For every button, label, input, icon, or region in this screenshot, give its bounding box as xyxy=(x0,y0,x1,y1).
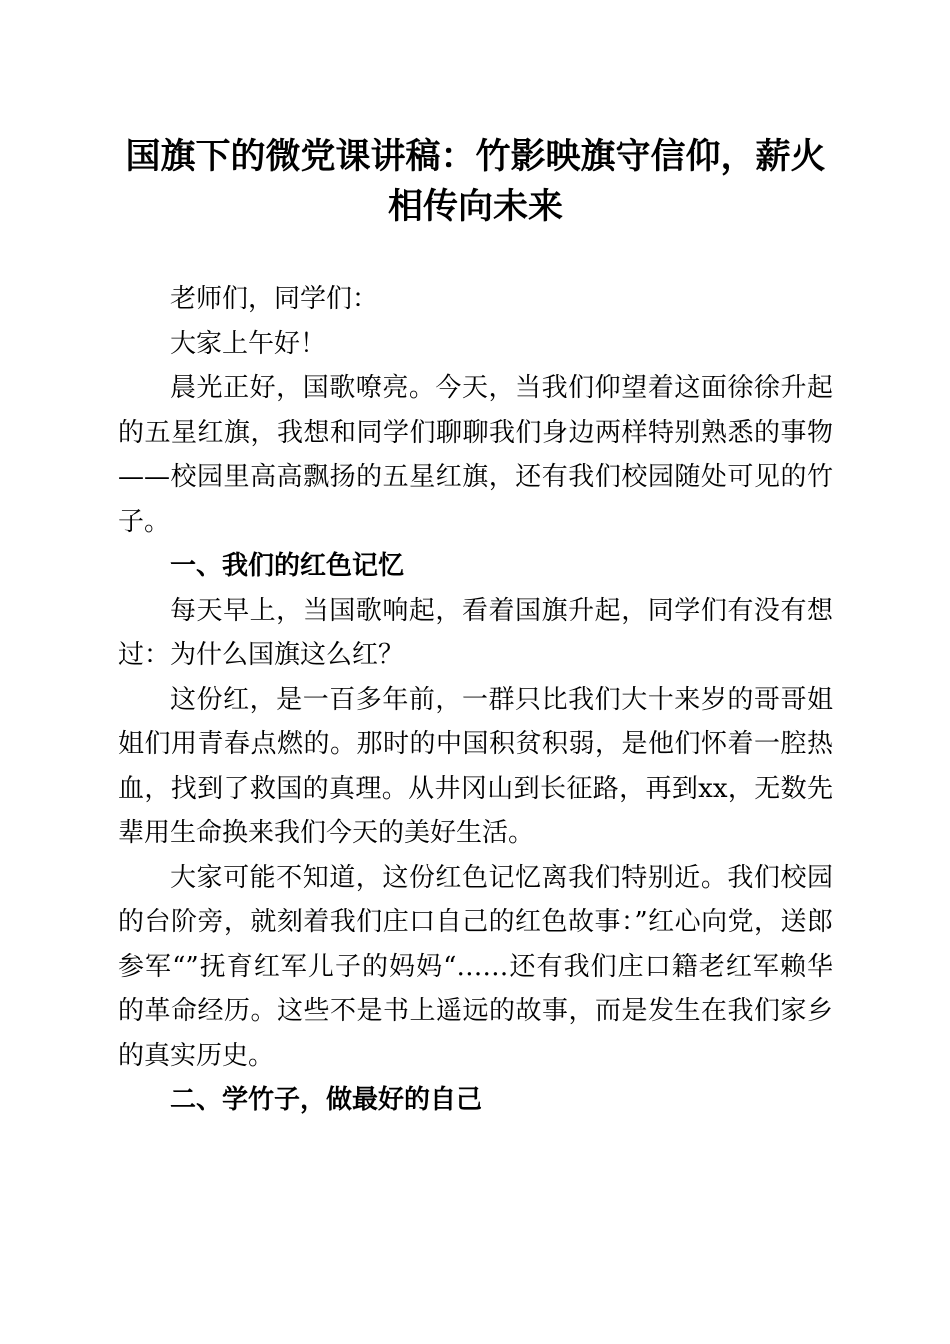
paragraph-salutation: 老师们，同学们： xyxy=(170,284,379,314)
paragraph-red-question: 每天早上，当国歌响起，看着国旗升起，同学们有没有想过：为什么国旗这么红？ xyxy=(118,595,833,670)
paragraph-local-memory: 大家可能不知道，这份红色记忆离我们特别近。我们校园的台阶旁，就刻着我们庄口自己的红色故事：”红心向党，送郎参军“”抚育红军儿子的妈妈“……还有我们庄口籍老红军赖华的革命经历。这些不是书上遥远的故事，而是发生在我们家乡的真实历史。 xyxy=(118,862,833,1071)
paragraph-red-history: 这份红，是一百多年前，一群只比我们大十来岁的哥哥姐姐们用青春点燃的。那时的中国积贫积弱，是他们怀着一腔热血，找到了救国的真理。从井冈山到长征路，再到xx，无数先辈用生命换来我们今天的美好生活。 xyxy=(118,684,833,848)
section-heading-1: 一、我们的红色记忆 xyxy=(170,551,405,581)
section-heading-2: 二、学竹子，做最好的自己 xyxy=(170,1085,483,1115)
document-body xyxy=(118,277,833,1123)
paragraph-greeting: 大家上午好！ xyxy=(170,328,327,359)
document-title: 国旗下的微党课讲稿：竹影映旗守信仰，薪火相传向未来 xyxy=(125,136,826,227)
paragraph-intro: 晨光正好，国歌嘹亮。今天，当我们仰望着这面徐徐升起的五星红旗，我想和同学们聊聊我们身边两样特别熟悉的事物——校园里高高飘扬的五星红旗，还有我们校园随处可见的竹子。 xyxy=(118,373,833,537)
